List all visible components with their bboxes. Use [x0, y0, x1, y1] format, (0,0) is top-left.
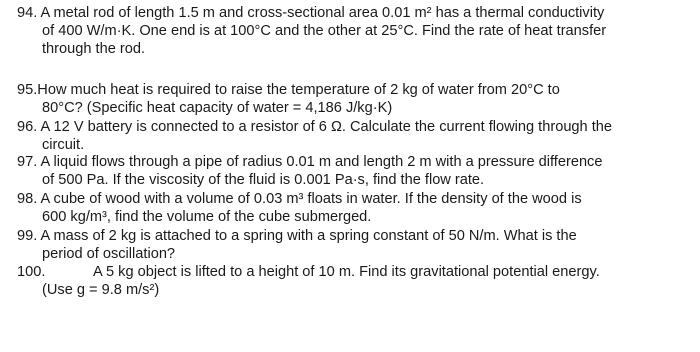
question-text-line: A mass of 2 kg is attached to a spring with a spring constant of 50 N/m. What is the: [40, 228, 577, 244]
question-100: [17, 263, 661, 299]
question-text-line: A 5 kg object is lifted to a height of 10 m. Find its gravitational potential energy.: [93, 264, 600, 280]
question-number: 100.: [17, 264, 46, 280]
question-number: 98.: [17, 191, 38, 207]
question-text-line: A 12 V battery is connected to a resistor of 6 Ω. Calculate the current flowing through the: [40, 119, 613, 135]
question-text-line: How much heat is required to raise the temperature of 2 kg of water from 20°C to: [37, 82, 560, 98]
question-text-line: of 500 Pa. If the viscosity of the fluid is 0.001 Pa·s, find the flow rate.: [42, 172, 485, 188]
question-number: 96.: [17, 119, 38, 135]
question-text-line: A cube of wood with a volume of 0.03 m³ floats in water. If the density of the wood is: [40, 191, 582, 207]
question-number: 99.: [17, 228, 38, 244]
question-number: 95.: [17, 82, 38, 98]
question-text-line: period of oscillation?: [42, 246, 176, 262]
question-95: [17, 81, 661, 117]
question-97: [17, 153, 661, 189]
question-98: [17, 190, 661, 226]
question-text-line: circuit.: [42, 137, 85, 153]
question-number: 94.: [17, 5, 38, 21]
question-text-line: of 400 W/m·K. One end is at 100°C and the other at 25°C. Find the rate of heat transfer: [42, 23, 607, 39]
question-text-line: A metal rod of length 1.5 m and cross-sectional area 0.01 m² has a thermal conductivity: [40, 5, 605, 21]
question-text-line: (Use g = 9.8 m/s²): [42, 282, 160, 298]
question-text-line: 600 kg/m³, find the volume of the cube submerged.: [42, 209, 372, 225]
question-text-line: through the rod.: [42, 41, 146, 57]
question-99: [17, 227, 661, 263]
question-96: [17, 118, 661, 154]
question-text-line: A liquid flows through a pipe of radius 0.01 m and length 2 m with a pressure difference: [40, 154, 603, 170]
question-number: 97.: [17, 154, 38, 170]
question-94: [17, 4, 661, 58]
question-text-line: 80°C? (Specific heat capacity of water = 4,186 J/kg·K): [42, 100, 393, 116]
